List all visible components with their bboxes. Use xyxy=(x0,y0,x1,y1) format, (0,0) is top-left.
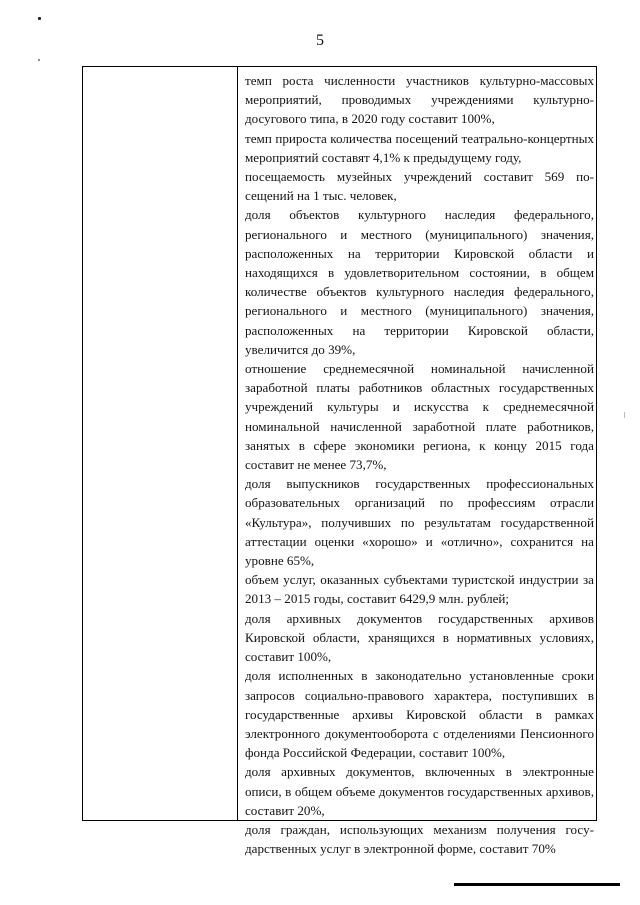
indicator-paragraph: доля граждан, использующих механизм получения государственных услуг в электронной форме, составит 70% xyxy=(245,821,594,857)
indicators-cell xyxy=(245,71,594,858)
indicator-paragraph: доля архивных документов, включенных в электронные описи, в общем объеме документов государственных архивов, составит 20%, xyxy=(245,764,594,818)
indicator-table xyxy=(82,66,597,857)
footer-rule xyxy=(454,883,620,886)
page-number: 5 xyxy=(316,32,324,49)
indicator-paragraph: доля архивных документов государственных архивов Кировской области, хранящихся в нормативных условиях, составит 100%, xyxy=(245,610,594,665)
indicator-paragraph: темп прироста количества посещений театрально-концертных мероприятий составят 4,1% к предыдущему году, xyxy=(245,130,594,165)
scan-mark xyxy=(624,412,625,418)
indicator-paragraph: доля объектов культурного наследия федерального, регионального и местного (муниципального) значения, расположенных на территории Кировской области и находящихся в удовлетворительном состоянии, в общем количестве объектов культурного наследия федерального, регионального и местного (муниципального) значения, расположенных на территории Кировской области, увеличится до 39%, xyxy=(245,207,594,357)
indicator-paragraph: посещаемость музейных учреждений составит 569 посещений на 1 тыс. человек, xyxy=(245,169,594,204)
scan-speck xyxy=(38,59,40,61)
indicator-paragraph: темп роста численности участников культурно-массовых мероприятий, проводимых учреждениями культурно-досугового типа, в 2020 году составит 100%, xyxy=(245,73,594,127)
indicator-paragraph: отношение среднемесячной номинальной начисленной заработной платы работников областных государственных учреждений культуры и искусства к среднемесячной номинальной начисленной заработной плате работников, занятых в сфере экономики региона, к концу 2015 года составит не менее 73,7%, xyxy=(245,361,594,473)
indicator-paragraph: доля выпускников государственных профессиональных образовательных организаций по профессиям отрасли «Культура», получивших по результатам государственной аттестации оценки «хорошо» и «отлично», сохранится на уровне 65%, xyxy=(245,476,594,569)
column-divider xyxy=(237,67,238,820)
indicator-paragraph: доля исполненных в законодательно установленные сроки запросов социально-правового характера, поступивших в государственные архивы Кировской области в рамках электронного документооборота с отделениями Пенсионного фонда Российской Федерации, составит 100%, xyxy=(245,668,594,761)
scan-speck xyxy=(38,17,41,20)
indicator-paragraph: объем услуг, оказанных субъектами туристской индустрии за 2013 – 2015 годы, составит 6429,9 млн. рублей; xyxy=(245,572,594,607)
